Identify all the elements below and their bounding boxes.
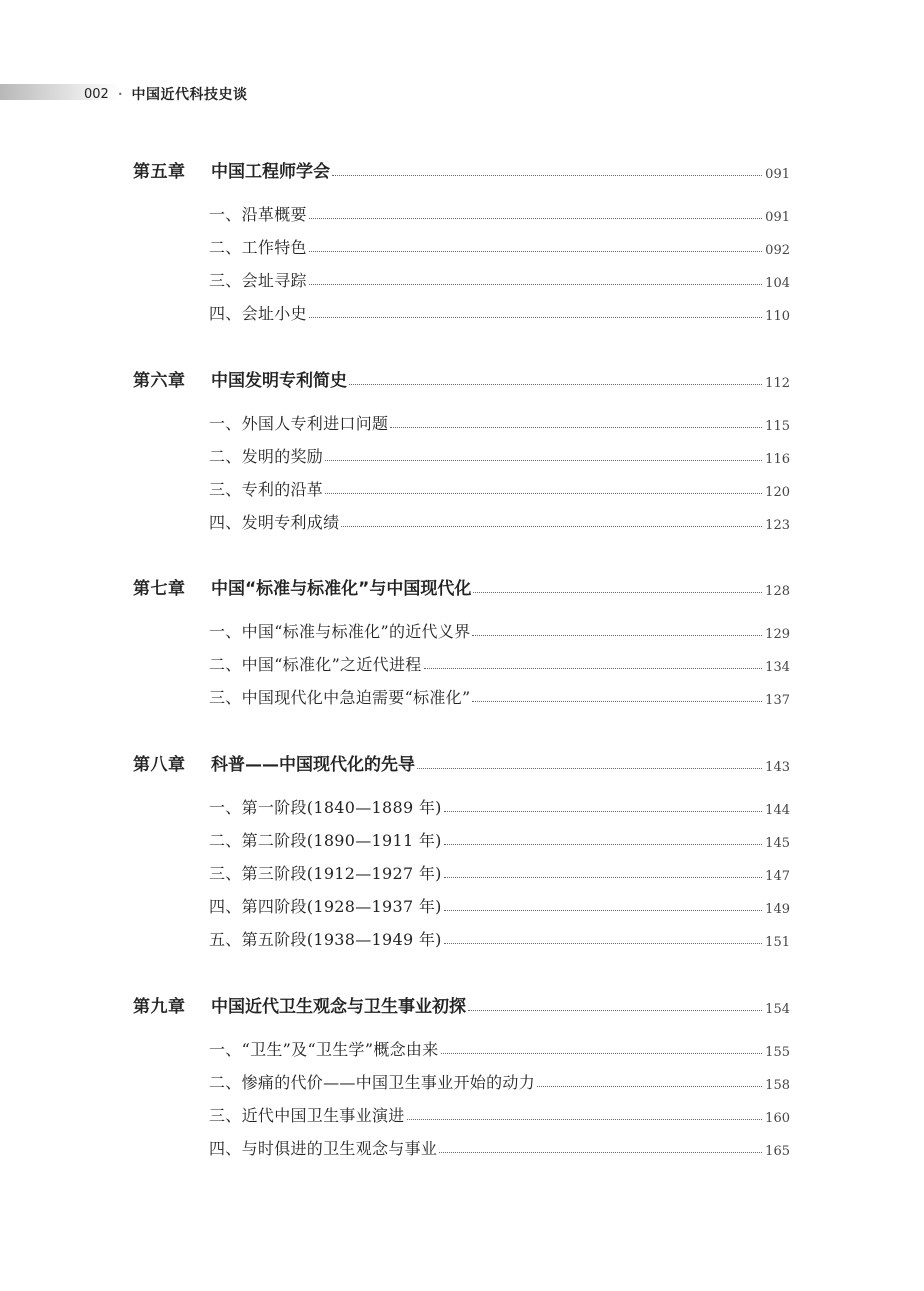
- dot-leader: [309, 217, 762, 219]
- section-title: 四、第四阶段(1928—1937 年): [209, 897, 442, 916]
- toc-chapter-7[interactable]: [0, 577, 924, 601]
- chapter-title: 中国发明专利简史: [211, 371, 347, 391]
- section-title: 四、会址小史: [209, 304, 307, 323]
- page-ref: 116: [765, 452, 790, 467]
- dot-leader: [444, 909, 762, 911]
- section-title: 一、外国人专利进口问题: [209, 414, 389, 433]
- dot-leader: [349, 383, 762, 385]
- dot-leader: [444, 843, 762, 845]
- page-ref: 104: [765, 276, 790, 291]
- toc-section[interactable]: [0, 1071, 924, 1095]
- toc-chapter-6[interactable]: [0, 369, 924, 393]
- page-number: 002: [84, 86, 109, 102]
- dot-leader: [390, 426, 762, 428]
- dot-leader: [325, 492, 762, 494]
- dot-leader: [468, 1009, 762, 1011]
- page-ref: 149: [765, 902, 790, 917]
- dot-leader: [309, 250, 762, 252]
- chapter-title: 科普——中国现代化的先导: [211, 755, 415, 775]
- toc-chapter-8[interactable]: [0, 753, 924, 777]
- page-ref: 091: [765, 210, 790, 225]
- page-ref: 151: [765, 935, 790, 950]
- dot-leader: [309, 316, 762, 318]
- dot-leader: [444, 942, 762, 944]
- section-title: 一、沿革概要: [209, 205, 307, 224]
- dot-leader: [325, 459, 762, 461]
- section-title: 三、近代中国卫生事业演进: [209, 1106, 405, 1125]
- page-ref: 147: [765, 869, 790, 884]
- toc-chapter-5[interactable]: [0, 160, 924, 184]
- toc-section[interactable]: [0, 445, 924, 469]
- toc-section[interactable]: [0, 928, 924, 952]
- page-ref: 160: [765, 1111, 790, 1126]
- section-title: 二、发明的奖励: [209, 447, 324, 466]
- toc-section[interactable]: [0, 895, 924, 919]
- page-ref: 120: [765, 485, 790, 500]
- toc-section[interactable]: [0, 796, 924, 820]
- section-title: 三、专利的沿革: [209, 480, 324, 499]
- page-ref: 123: [765, 518, 790, 533]
- chapter-title: 中国近代卫生观念与卫生事业初探: [211, 997, 466, 1017]
- dot-leader: [417, 767, 762, 769]
- section-title: 一、第一阶段(1840—1889 年): [209, 798, 442, 817]
- toc-section[interactable]: [0, 1137, 924, 1161]
- section-title: 二、中国“标准化”之近代进程: [209, 655, 422, 674]
- dot-leader: [473, 591, 762, 593]
- dot-leader: [472, 700, 762, 702]
- section-title: 四、发明专利成绩: [209, 513, 340, 532]
- page-ref: 145: [765, 836, 790, 851]
- section-title: 五、第五阶段(1938—1949 年): [209, 930, 442, 949]
- dot-leader: [332, 174, 762, 176]
- toc-section[interactable]: [0, 653, 924, 677]
- toc-section[interactable]: [0, 620, 924, 644]
- page-ref: 144: [765, 803, 790, 818]
- dot-leader: [407, 1118, 762, 1120]
- chapter-number: 第九章: [133, 997, 186, 1017]
- running-header: [84, 84, 248, 104]
- dot-leader: [439, 1151, 762, 1153]
- section-title: 二、惨痛的代价——中国卫生事业开始的动力: [209, 1073, 536, 1092]
- dot-leader: [309, 283, 762, 285]
- page-ref: 137: [765, 693, 790, 708]
- toc-section[interactable]: [0, 302, 924, 326]
- page-ref: 092: [765, 243, 790, 258]
- page-ref: 134: [765, 660, 790, 675]
- chapter-number: 第七章: [133, 579, 186, 599]
- section-title: 三、会址寻踪: [209, 271, 307, 290]
- section-title: 二、工作特色: [209, 238, 307, 257]
- page-ref: 115: [765, 419, 790, 434]
- section-title: 三、第三阶段(1912—1927 年): [209, 864, 442, 883]
- toc-section[interactable]: [0, 412, 924, 436]
- page-ref: 155: [765, 1045, 790, 1060]
- dot-leader: [341, 525, 762, 527]
- section-title: 一、“卫生”及“卫生学”概念由来: [209, 1040, 439, 1059]
- section-title: 四、与时俱进的卫生观念与事业: [209, 1139, 438, 1158]
- dot-leader: [424, 667, 762, 669]
- chapter-title: 中国工程师学会: [211, 162, 330, 182]
- toc-section[interactable]: [0, 478, 924, 502]
- page-ref: 143: [765, 760, 790, 775]
- header-separator: •: [117, 89, 123, 99]
- toc-chapter-9[interactable]: [0, 995, 924, 1019]
- page-ref: 165: [765, 1144, 790, 1159]
- dot-leader: [537, 1085, 762, 1087]
- toc-section[interactable]: [0, 203, 924, 227]
- toc-section[interactable]: [0, 511, 924, 535]
- page-ref: 091: [765, 167, 790, 182]
- chapter-number: 第八章: [133, 755, 186, 775]
- page-ref: 158: [765, 1078, 790, 1093]
- dot-leader: [441, 1052, 762, 1054]
- page-ref: 128: [765, 584, 790, 599]
- chapter-number: 第六章: [133, 371, 186, 391]
- chapter-title: 中国“标准与标准化”与中国现代化: [211, 579, 472, 599]
- section-title: 二、第二阶段(1890—1911 年): [209, 831, 442, 850]
- toc-section[interactable]: [0, 686, 924, 710]
- toc-section[interactable]: [0, 1038, 924, 1062]
- dot-leader: [444, 810, 762, 812]
- page-ref: 154: [765, 1002, 790, 1017]
- toc-section[interactable]: [0, 236, 924, 260]
- toc-section[interactable]: [0, 1104, 924, 1128]
- chapter-number: 第五章: [133, 162, 186, 182]
- page-ref: 112: [765, 376, 790, 391]
- dot-leader: [444, 876, 762, 878]
- toc-section[interactable]: [0, 862, 924, 886]
- toc-section[interactable]: [0, 269, 924, 293]
- page-ref: 129: [765, 627, 790, 642]
- toc-section[interactable]: [0, 829, 924, 853]
- book-title: 中国近代科技史谈: [131, 87, 248, 103]
- dot-leader: [472, 634, 762, 636]
- page-ref: 110: [765, 309, 790, 324]
- section-title: 一、中国“标准与标准化”的近代义界: [209, 622, 471, 641]
- section-title: 三、中国现代化中急迫需要“标准化”: [209, 688, 471, 707]
